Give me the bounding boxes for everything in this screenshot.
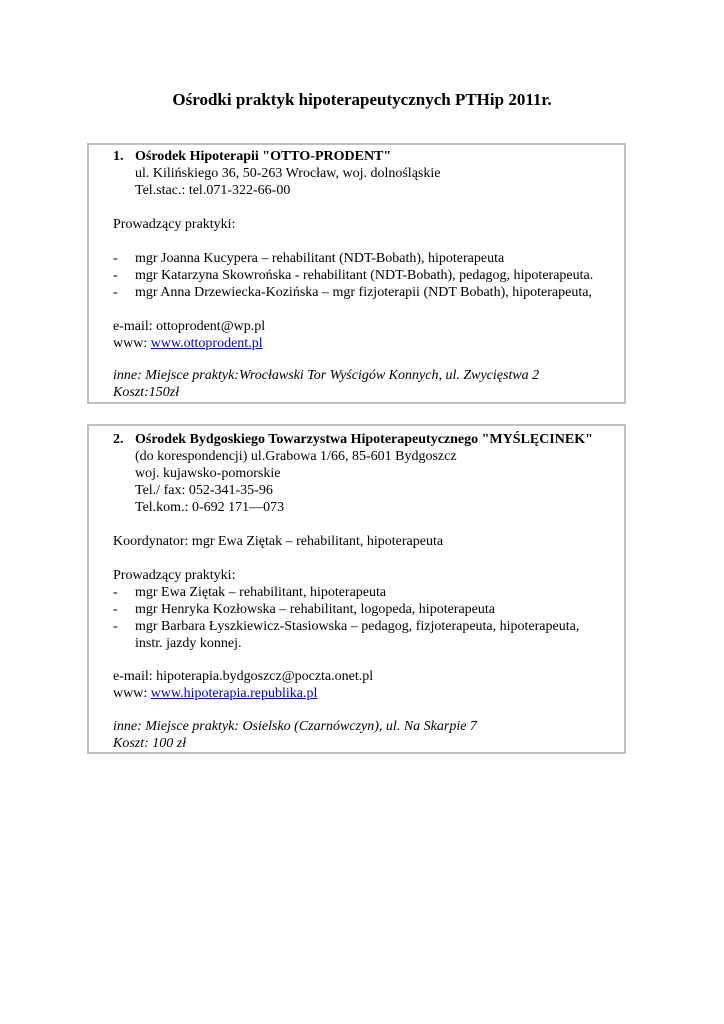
center-1-leader: mgr Anna Drzewiecka-Kozińska – mgr fizjoterapii (NDT Bobath), hipoterapeuta, [135, 285, 592, 300]
center-2-leader: mgr Ewa Ziętak – rehabilitant, hipoterapeuta [135, 585, 387, 600]
center-2-leaders-label: Prowadzący praktyki: [113, 568, 236, 583]
center-2-www-label: www: [113, 686, 151, 701]
center-2-email: e-mail: hipoterapia.bydgoszcz@poczta.onet.pl [113, 669, 374, 684]
center-2-www [113, 685, 317, 702]
center-2-leader: mgr Henryka Kozłowska – rehabilitant, logopeda, hipoterapeuta [135, 602, 495, 617]
center-2-leader: mgr Barbara Łyszkiewicz-Stasiowska – pedagog, fizjoterapeuta, hipoterapeuta, [135, 619, 580, 634]
center-2-name: Ośrodek Bydgoskiego Towarzystwa Hipoterapeutycznego "MYŚLĘCINEK" [135, 432, 593, 447]
center-1-leaders-label: Prowadzący praktyki: [113, 217, 236, 232]
center-1-leader: mgr Katarzyna Skowrońska - rehabilitant (NDT-Bobath), pedagog, hipoterapeuta. [135, 268, 594, 283]
center-2-region: woj. kujawsko-pomorskie [135, 466, 281, 481]
center-1-number: 1. [113, 149, 124, 164]
bullet: - [113, 585, 118, 600]
center-1-leader: mgr Joanna Kucypera – rehabilitant (NDT-Bobath), hipoterapeuta [135, 251, 505, 266]
center-2-phone: Tel./ fax: 052-341-35-96 [135, 483, 273, 498]
center-1-email: e-mail: ottoprodent@wp.pl [113, 319, 266, 334]
bullet: - [113, 268, 118, 283]
center-2-mobile: Tel.kom.: 0-692 171—073 [135, 500, 285, 515]
center-2-www-link[interactable]: www.hipoterapia.republika.pl [150, 686, 318, 701]
bullet: - [113, 285, 118, 300]
center-1-www-link[interactable]: www.ottoprodent.pl [150, 336, 263, 351]
center-2-other: inne: Miejsce praktyk: Osielsko (Czarnówczyn), ul. Na Skarpie 7 [113, 719, 477, 734]
center-1-phone: Tel.stac.: tel.071-322-66-00 [135, 183, 291, 198]
center-2-address: (do korespondencji) ul.Grabowa 1/66, 85-601 Bydgoszcz [135, 449, 457, 464]
center-1-other: inne: Miejsce praktyk:Wrocławski Tor Wyścigów Konnych, ul. Zwycięstwa 2 [113, 368, 540, 383]
center-2-cost: Koszt: 100 zł [113, 736, 187, 751]
bullet: - [113, 251, 118, 266]
center-1-cost: Koszt:150zł [113, 385, 180, 400]
center-2-number: 2. [113, 432, 124, 447]
center-2-leader-cont: instr. jazdy konnej. [135, 636, 242, 651]
center-1-www [113, 335, 263, 352]
bullet: - [113, 602, 118, 617]
center-1-address: ul. Kilińskiego 36, 50-263 Wrocław, woj. dolnośląskie [135, 166, 441, 181]
page-title: Ośrodki praktyk hipoterapeutycznych PTHip 2011r. [172, 90, 552, 109]
center-1-name: Ośrodek Hipoterapii "OTTO-PRODENT" [135, 149, 392, 164]
bullet: - [113, 619, 118, 634]
center-1-www-label: www: [113, 336, 151, 351]
center-2-coordinator: Koordynator: mgr Ewa Ziętak – rehabilitant, hipoterapeuta [113, 534, 444, 549]
